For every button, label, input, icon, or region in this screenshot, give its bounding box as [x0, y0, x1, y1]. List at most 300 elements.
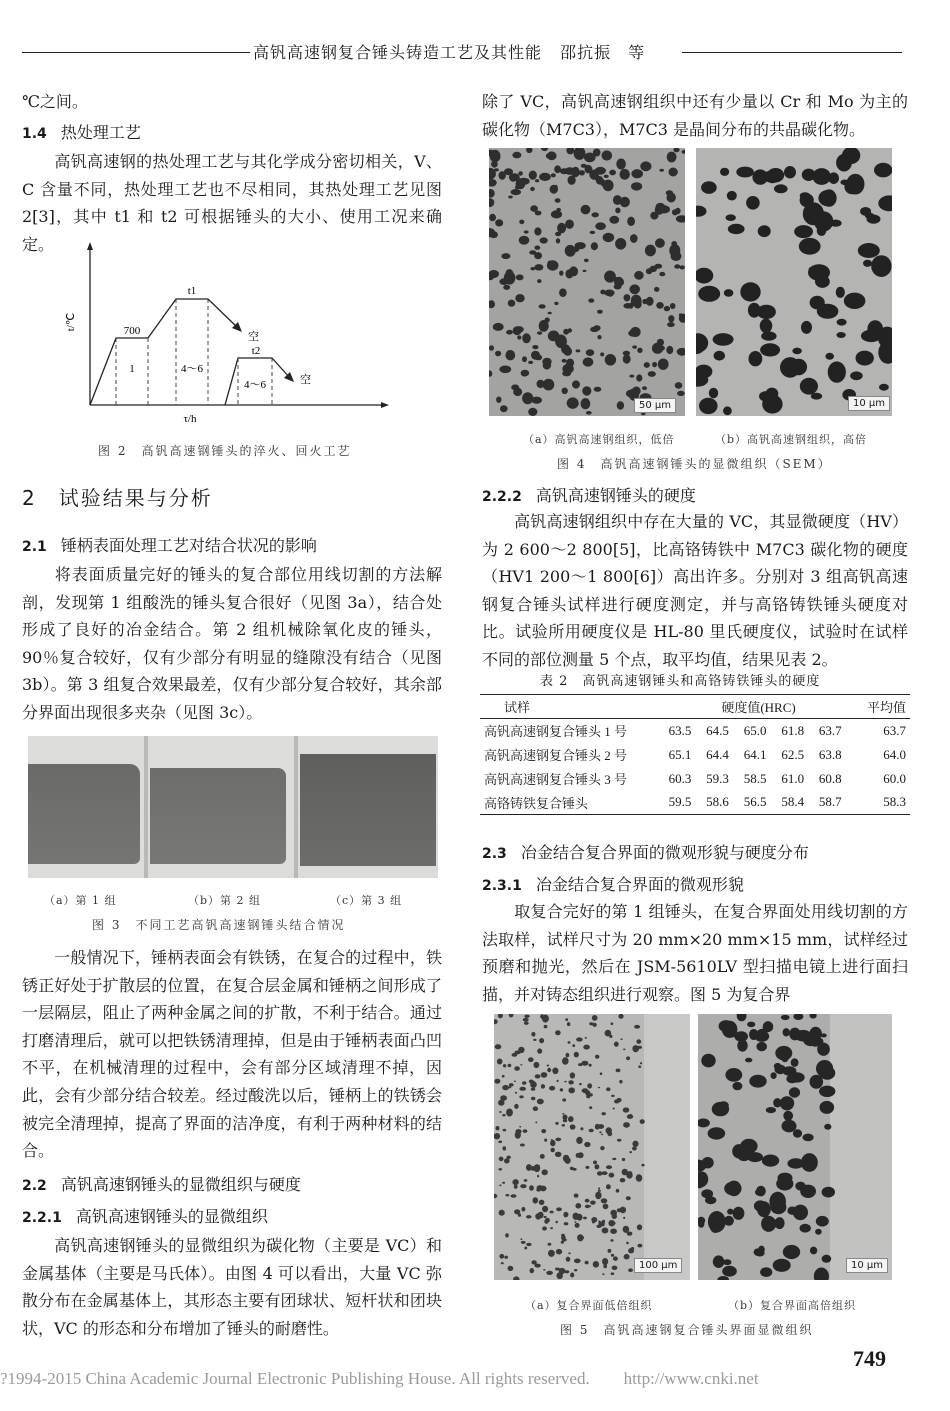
carbide-particle	[622, 1158, 625, 1161]
figure-4a-scale-bar: 50 μm	[634, 398, 676, 413]
carbide-particle	[519, 236, 530, 245]
carbide-particle	[595, 1055, 599, 1059]
carbide-particle	[824, 1124, 831, 1130]
carbide-particle	[522, 356, 527, 362]
carbide-particle	[515, 294, 524, 302]
carbide-particle	[602, 150, 613, 160]
carbide-particle	[781, 1053, 789, 1062]
carbide-particle	[636, 1174, 643, 1181]
cell: 59.3	[706, 770, 729, 786]
carbide-particle	[520, 1184, 526, 1188]
carbide-particle	[627, 1114, 633, 1119]
carbide-particle	[836, 287, 845, 298]
carbide-particle	[644, 362, 650, 368]
carbide-particle	[620, 169, 630, 180]
carbide-particle	[579, 1236, 584, 1240]
carbide-particle	[509, 1083, 514, 1087]
segment-2-label: 4～6	[181, 363, 203, 375]
figure-3c-label: （c）第 3 组	[330, 894, 403, 907]
carbide-particle	[746, 196, 760, 210]
carbide-particle	[565, 1018, 568, 1021]
label-700: 700	[123, 325, 141, 337]
carbide-particle	[537, 1185, 544, 1189]
section-number: 2	[22, 486, 37, 510]
section-number: 2.1	[22, 539, 47, 555]
carbide-particle	[773, 1259, 791, 1272]
carbide-particle	[495, 219, 503, 226]
carbide-particle	[565, 269, 573, 278]
cell: 61.0	[781, 770, 805, 786]
carbide-particle	[740, 282, 760, 301]
carbide-particle	[714, 351, 725, 361]
carbide-particle	[585, 1037, 587, 1039]
carbide-particle	[636, 1039, 641, 1044]
carbide-particle	[609, 170, 616, 176]
carbide-particle	[520, 1238, 522, 1240]
carbide-particle	[655, 238, 665, 248]
carbide-particle	[856, 351, 874, 366]
carbide-particle	[636, 374, 642, 381]
row-average: 64.0	[883, 746, 906, 762]
figure-5a-label: （a）复合界面低倍组织	[525, 1299, 653, 1312]
carbide-particle	[502, 1114, 505, 1116]
carbide-particle	[640, 1062, 642, 1064]
carbide-particle	[548, 1250, 555, 1257]
carbide-particle	[557, 1272, 563, 1279]
carbide-particle	[613, 195, 622, 205]
carbide-particle	[528, 408, 537, 416]
carbide-particle	[503, 1064, 506, 1067]
carbide-particle	[863, 260, 872, 267]
carbide-particle	[589, 1064, 592, 1067]
carbide-particle	[499, 1254, 504, 1259]
carbide-particle	[782, 1066, 796, 1076]
carbide-particle	[576, 1137, 583, 1144]
figure-3b-label: （b）第 2 组	[188, 894, 262, 907]
carbide-particle	[534, 227, 541, 235]
table-row	[480, 791, 910, 815]
carbide-particle	[602, 1228, 609, 1234]
carbide-particle	[574, 1052, 579, 1058]
row-name: 高铬铸铁复合锤头	[484, 795, 589, 811]
carbide-particle	[632, 1147, 637, 1151]
carbide-particle	[604, 175, 609, 178]
carbide-particle	[622, 1169, 628, 1176]
carbide-particle	[531, 1032, 535, 1037]
carbide-particle	[532, 345, 538, 349]
carbide-particle	[556, 1249, 562, 1255]
carbide-particle	[598, 1087, 600, 1088]
carbide-particle	[516, 274, 524, 280]
carbide-particle	[634, 174, 640, 178]
carbide-particle	[603, 180, 614, 192]
carbide-particle	[551, 173, 556, 177]
carbide-particle	[745, 1058, 752, 1063]
carbide-particle	[615, 238, 626, 250]
row-average: 58.3	[883, 794, 906, 810]
carbide-particle	[544, 1025, 548, 1028]
carbide-particle	[642, 386, 647, 390]
carbide-particle	[514, 1066, 520, 1071]
carbide-particle	[564, 1270, 569, 1273]
cell: 59.5	[668, 794, 692, 810]
carbide-particle	[529, 1185, 534, 1191]
carbide-particle	[756, 1042, 767, 1051]
carbide-particle	[597, 310, 603, 314]
air-cool-label-2: 空	[300, 373, 311, 386]
carbide-particle	[551, 1148, 555, 1153]
copyright-footer: ?1994-2015 China Academic Journal Electronic Publishing House. All rights reserved. http://www.cnki.net	[0, 1369, 759, 1388]
carbide-particle	[611, 1254, 614, 1257]
carbide-particle	[705, 1196, 716, 1204]
carbide-particle	[634, 1025, 640, 1029]
carbide-particle	[589, 170, 599, 180]
section-number: 2.2.2	[482, 489, 522, 505]
carbide-particle	[524, 1179, 528, 1182]
carbide-particle	[576, 349, 581, 352]
carbide-particle	[581, 398, 591, 409]
carbide-particle	[549, 1086, 555, 1091]
carbide-particle	[793, 1205, 808, 1221]
page-number: 749	[853, 1346, 886, 1371]
carbide-particle	[702, 1157, 714, 1168]
carbide-particle	[543, 1269, 545, 1271]
figure-3-caption: 图 3 不同工艺高钒高速钢锤头结合情况	[92, 918, 346, 932]
carbide-particle	[698, 1220, 704, 1228]
carbide-particle	[552, 1068, 558, 1075]
carbide-particle	[727, 191, 737, 201]
section-title: 试验结果与分析	[58, 486, 213, 510]
carbide-particle	[534, 264, 543, 270]
figure-3-photo	[28, 736, 438, 878]
carbide-particle	[783, 1028, 790, 1036]
carbide-particle	[817, 1043, 830, 1056]
carbide-particle	[761, 331, 776, 340]
carbide-particle	[593, 149, 601, 157]
carbide-particle	[825, 353, 834, 360]
cell: 58.4	[781, 794, 805, 810]
carbide-particle	[616, 1098, 621, 1102]
paragraph-right-top: 除了 VC，高钒高速钢组织中还有少量以 Cr 和 Mo 为主的碳化物（M7C3），M7C3 是晶间分布的共晶碳化物。	[482, 92, 908, 139]
carbide-particle	[749, 351, 763, 366]
carbide-particle	[760, 319, 773, 333]
carbide-particle	[503, 285, 510, 290]
table-row	[480, 767, 910, 791]
carbide-particle	[566, 1257, 571, 1262]
carbide-particle	[499, 171, 506, 180]
carbide-particle	[652, 362, 657, 367]
carbide-particle	[616, 159, 626, 170]
carbide-particle	[589, 1129, 594, 1132]
carbide-particle	[607, 291, 613, 297]
carbide-particle	[612, 1213, 617, 1219]
carbide-particle	[523, 1129, 528, 1133]
carbide-particle	[629, 375, 634, 378]
carbide-particle	[537, 1175, 539, 1178]
carbide-particle	[555, 1122, 558, 1125]
carbide-particle	[789, 1087, 800, 1097]
header-rule-left	[22, 52, 250, 53]
col-header-average: 平均值	[866, 700, 906, 715]
carbide-particle	[582, 386, 591, 395]
carbide-particle	[576, 1153, 580, 1158]
figure-4b-micrograph	[696, 148, 892, 416]
carbide-particle	[600, 1072, 603, 1075]
carbide-particle	[548, 1243, 552, 1246]
paragraph-2-2-1	[22, 1232, 442, 1342]
carbide-particle	[572, 1044, 575, 1047]
header-authors: 邵抗振 等	[560, 43, 646, 62]
carbide-particle	[603, 233, 615, 242]
carbide-particle	[650, 212, 658, 220]
carbide-particle	[755, 1250, 764, 1257]
section-2-heading	[22, 482, 213, 511]
carbide-particle	[499, 1111, 501, 1113]
cell: 63.8	[818, 746, 842, 762]
section-title: 高钒高速钢锤头的显微组织与硬度	[60, 1175, 301, 1194]
section-2-3-heading	[482, 840, 809, 863]
carbide-particle	[606, 1087, 610, 1091]
section-number: 2.2	[22, 1178, 47, 1194]
carbide-particle	[515, 1092, 517, 1094]
carbide-particle	[592, 1015, 598, 1021]
carbide-particle	[583, 357, 594, 366]
carbide-particle	[534, 246, 540, 250]
carbide-particle	[506, 269, 514, 277]
carbide-particle	[780, 1096, 794, 1110]
carbide-particle	[508, 1064, 512, 1067]
figure-5b-micrograph	[698, 1014, 892, 1280]
carbide-particle	[562, 1113, 564, 1115]
carbide-particle	[521, 1207, 525, 1212]
carbide-particle	[648, 371, 656, 377]
carbide-particle	[564, 1222, 569, 1225]
carbide-particle	[518, 1047, 524, 1053]
carbide-particle	[508, 196, 513, 199]
carbide-particle	[519, 1095, 523, 1098]
carbide-particle	[632, 345, 637, 348]
section-title: 冶金结合复合界面的微观形貌与硬度分布	[520, 843, 809, 862]
carbide-particle	[555, 198, 561, 203]
paragraph-text: 高钒高速钢锤头的显微组织为碳化物（主要是 VC）和金属基体（主要是马氏体）。由图 4 可以看出，大量 VC 弥散分布在金属基体上，其形态主要有团球状、短杆状和团块状，VC 的形态和分布增加了锤头的耐磨性。	[22, 1236, 442, 1338]
carbide-particle	[575, 242, 586, 249]
carbide-particle	[537, 279, 541, 283]
carbide-particle	[514, 1081, 516, 1082]
carbide-particle	[502, 1075, 505, 1078]
carbide-particle	[568, 176, 576, 185]
segment-1-label: 1	[129, 363, 135, 375]
y-axis-arrow	[87, 242, 93, 250]
carbide-particle	[645, 245, 656, 257]
carbide-particle	[626, 1242, 629, 1245]
carbide-particle	[674, 264, 680, 268]
carbide-particle	[518, 171, 523, 175]
carbide-particle	[565, 220, 574, 229]
carbide-particle	[590, 231, 596, 234]
carbide-particle	[500, 405, 508, 412]
carbide-particle	[758, 225, 771, 237]
carbide-particle	[795, 1182, 805, 1191]
section-2-1-heading	[22, 533, 317, 556]
carbide-particle	[668, 315, 674, 322]
carbide-particle	[539, 173, 551, 181]
carbide-particle	[610, 1221, 615, 1225]
carbide-particle	[562, 1057, 569, 1064]
carbide-particle	[640, 161, 651, 171]
carbide-particle	[531, 351, 540, 360]
carbide-particle	[828, 361, 846, 382]
carbide-particle	[564, 1081, 567, 1083]
carbide-particle	[757, 305, 776, 319]
carbide-particle	[501, 1262, 504, 1264]
carbide-particle	[495, 351, 501, 357]
carbide-particle	[526, 1164, 532, 1171]
carbide-particle	[658, 346, 665, 351]
carbide-particle	[499, 1210, 505, 1216]
carbide-particle	[588, 1205, 591, 1207]
col-header-sample: 试样	[504, 700, 531, 715]
carbide-particle	[501, 253, 510, 259]
carbide-particle	[583, 1045, 590, 1050]
paragraph-text: 取复合完好的第 1 组锤头，在复合界面处用线切割的方法取样，试样尺寸为 20 mm×20 mm×15 mm，试样经过预磨和抛光，然后在 JSM-5610LV 型扫描电镜上进行面扫描，并对铸态组织进行观察。图 5 为复合界	[482, 902, 908, 1004]
section-1-4-heading	[22, 120, 141, 143]
carbide-particle	[540, 1014, 544, 1018]
label-t2: t2	[251, 345, 261, 357]
carbide-particle	[582, 1088, 589, 1093]
carbide-particle	[518, 178, 530, 185]
carbide-particle	[724, 289, 734, 297]
carbide-particle	[815, 1229, 822, 1235]
carbide-particle	[656, 203, 665, 209]
carbide-particle	[595, 222, 606, 230]
carbide-particle	[529, 250, 536, 254]
carbide-particle	[677, 391, 685, 396]
carbide-particle	[637, 348, 642, 353]
carbide-particle	[556, 1221, 558, 1224]
carbide-particle	[563, 1212, 568, 1218]
figure-5-caption: 图 5 高钒高速钢复合锤头界面显微组织	[560, 1323, 814, 1337]
table-row	[480, 719, 910, 743]
figure-5b-label: （b）复合界面高倍组织	[728, 1299, 857, 1312]
carbide-particle	[559, 271, 563, 276]
carbide-particle	[565, 1157, 571, 1164]
carbide-particle	[755, 1189, 764, 1196]
carbide-particle	[792, 348, 802, 355]
carbide-particle	[734, 1031, 748, 1042]
carbide-particle	[533, 1039, 536, 1041]
carbide-particle	[659, 169, 664, 172]
carbide-particle	[556, 238, 560, 243]
carbide-particle	[655, 264, 663, 269]
carbide-particle	[519, 1126, 521, 1128]
carbide-particle	[675, 208, 681, 214]
carbide-particle	[511, 384, 519, 390]
carbide-particle	[579, 170, 585, 175]
carbide-particle	[762, 1155, 779, 1167]
carbide-particle	[524, 1247, 527, 1250]
carbide-particle	[570, 1167, 574, 1170]
carbide-particle	[593, 1261, 599, 1268]
carbide-particle	[512, 1179, 518, 1185]
header-rule-right	[682, 52, 902, 53]
carbide-particle	[626, 1056, 630, 1060]
paragraph-text: 一般情况下，锤柄表面会有铁锈，在复合的过程中，铁锈正好处于扩散层的位置，在复合层金属和锤柄之间形成了一层隔层，阻止了两种金属之间的扩散，不利于结合。通过打磨清理后，就可以把铁锈清理掉，但是由于锤柄表面凸凹不平，在机械清理的过程中，会有部分区域清理不掉，因此，会有少部分结合较差。经过酸洗以后，锤柄上的铁锈会被完全清理掉，提高了界面的洁净度，有利于两种材料的结合。	[22, 948, 442, 1161]
carbide-particle	[496, 1126, 500, 1130]
carbide-particle	[570, 1072, 575, 1078]
carbide-particle	[541, 1072, 548, 1078]
carbide-particle	[602, 1112, 606, 1115]
carbide-particle	[548, 312, 552, 315]
carbide-particle	[614, 1259, 617, 1261]
carbide-particle	[489, 214, 496, 222]
running-header	[253, 40, 645, 63]
carbide-particle	[708, 1127, 726, 1139]
carbide-particle	[567, 1022, 570, 1026]
carbide-particle	[524, 230, 529, 233]
carbide-particle	[539, 1200, 545, 1205]
carbide-particle	[623, 351, 630, 356]
carbide-particle	[563, 1115, 568, 1120]
carbide-particle	[795, 1030, 812, 1042]
section-title: 冶金结合复合界面的微观形貌	[535, 875, 744, 894]
row-average: 60.0	[883, 770, 906, 786]
carbide-particle	[768, 174, 776, 183]
figure-4b-label: （b）高钒高速钢组织，高倍	[715, 433, 868, 446]
cell: 63.5	[668, 722, 692, 738]
carbide-particle	[542, 1206, 548, 1212]
carbide-particle	[541, 1129, 546, 1133]
carbide-particle	[623, 1049, 626, 1051]
carbide-particle	[530, 205, 538, 212]
carbide-particle	[515, 1129, 521, 1134]
carbide-particle	[540, 1154, 545, 1159]
carbide-particle	[620, 1207, 626, 1214]
carbide-particle	[821, 1033, 827, 1037]
carbide-particle	[537, 380, 545, 388]
row-name: 高钒高速钢复合锤头 3 号	[484, 772, 628, 787]
carbide-particle	[493, 323, 504, 331]
carbide-particle	[761, 1216, 776, 1232]
carbide-particle	[494, 1133, 500, 1139]
carbide-particle	[588, 298, 594, 302]
carbide-particle	[557, 1080, 559, 1082]
figure-5b-scale-bar: 10 μm	[846, 1258, 888, 1273]
carbide-particle	[736, 167, 754, 178]
carbide-particle	[556, 1207, 562, 1211]
carbide-particle	[612, 1158, 616, 1160]
cell: 62.5	[781, 746, 805, 762]
carbide-particle	[519, 220, 524, 225]
carbide-particle	[718, 1101, 728, 1109]
figure-4a-micrograph	[489, 148, 685, 416]
carbide-particle	[671, 241, 677, 246]
carbide-particle	[514, 1185, 518, 1189]
carbide-particle	[562, 364, 573, 374]
cell: 63.7	[818, 722, 842, 738]
carbide-particle	[670, 303, 676, 309]
carbide-particle	[592, 1023, 596, 1027]
section-title: 热处理工艺	[60, 123, 141, 142]
carbide-particle	[568, 1087, 575, 1093]
carbide-particle	[626, 1196, 631, 1200]
carbide-particle	[581, 205, 591, 215]
carbide-particle	[579, 1083, 582, 1085]
carbide-particle	[528, 361, 533, 364]
carbide-particle	[601, 1198, 608, 1203]
carbide-particle	[860, 207, 871, 216]
left-top-line: ℃之间。	[22, 92, 88, 111]
carbide-particle	[812, 168, 830, 185]
